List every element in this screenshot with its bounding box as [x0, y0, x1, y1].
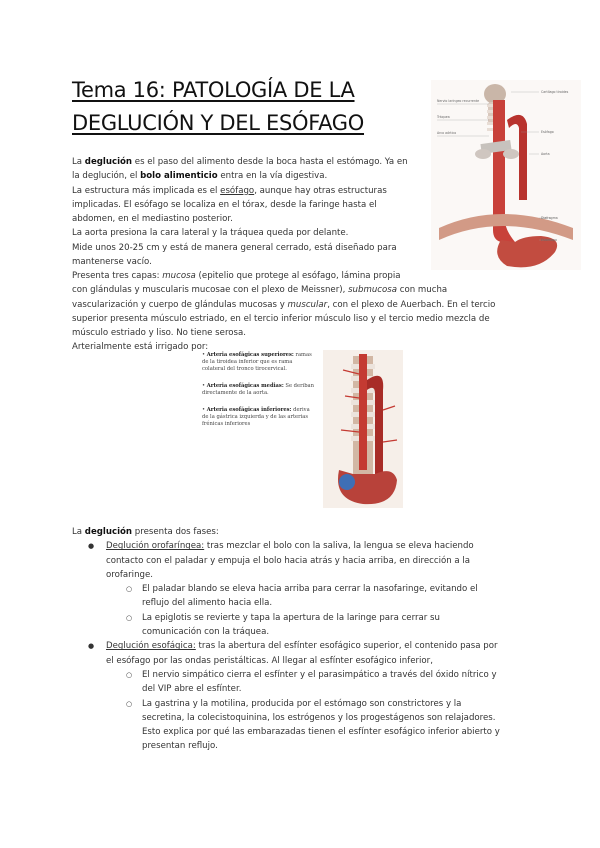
- artery-superior: • Arteria esofágicas superiores: ramas de la tiroidea inferior que es rama colateral del tronco tirocervical.: [202, 352, 312, 372]
- phase-esofagica: ● Deglución esofágica: tras la abertura del esfínter esofágico superior, el contenido pasa por el esófago por las ondas peristálticas. Al llegar al esfínter esofágico inferior,: [72, 639, 528, 668]
- esophagus-anatomy-figure: [431, 80, 581, 270]
- title-line-2: DEGLUCIÓN Y DEL ESÓFAGO: [72, 111, 365, 135]
- artery-medial: • Arteria esofágicas medias: Se deriban directamente de la aorta.: [202, 383, 314, 396]
- keyword-deglucion: deglución: [84, 157, 133, 167]
- title-line-1: Tema 16: PATOLOGÍA DE LA: [72, 78, 355, 102]
- fig-label-right-5: Estómago: [541, 238, 557, 242]
- phase-orofaringea-sublist: [72, 582, 528, 639]
- phases-list: [72, 539, 528, 582]
- intro-paragraph: La deglución es el paso del alimento desde la boca hasta el estómago. Ya en la deglución, el bolo alimenticio entra en la vía digestiva. La estructura más implicada es el esófago, aunque hay otras estructuras implicadas. El esófago se localiza en el tórax, desde la faringe hasta el abdomen, en el mediastino posterior. La aorta presiona la cara lateral y la tráquea queda por delante. Mide unos 20-25 cm y está de manera general cerrado, está diseñado para mantenerse vacío.: [72, 157, 408, 268]
- arteries-figure: [323, 350, 403, 508]
- fig-label-left-3: Arco aórtico: [437, 131, 457, 135]
- keyword-esofago: esófago: [220, 185, 255, 196]
- phases-list-2: [72, 639, 528, 668]
- fig-label-left-2: Tráquea: [437, 115, 450, 119]
- layers-paragraph: Presenta tres capas: mucosa (epitelio que protege al esófago, lámina propia con glándulas y muscularis mucosae con el plexo de Meissner), submucosa con mucha vascularización y cuerpo de glándulas mucosas y muscular, con el plexo de Auerbach. En el tercio superior presenta músculo estriado, en el tercio inferior músculo liso y el tercio medio mezcla de músculo estriado y liso. No tiene serosa. Arterialmente está irrigado por:: [72, 271, 496, 353]
- phases-section: La deglución presenta dos fases: ● Deglución orofaríngea: tras mezclar el bolo con la saliva, la lengua se eleva haciendo contacto con el paladar y empuja el bolo hacia atrás y hacia arriba, en dirección a la orofaringe. ○ El paladar blando se eleva hacia arriba para cerrar la nasofaringe, evitando el reflujo del alimento hacia ella. ○ La epiglotis se revierte y tapa la apertura de la laringe para cerrar su comunicación con la tráquea. ● Deglución esofágica: tras la abertura del esfínter esofágico superior, el contenido pasa por el esófago por las ondas peristálticas. Al llegar al esfínter esofágico inferior, ○ El nervio simpático cierra el esfínter y el parasimpático a través del óxido nítrico y del VIP abre el esfínter. ○ La gastrina y la motilina, producida por el estómago son constrictores y la secretina, la colecistoquinina, los estrógenos y los progestágenos son relajadores. Esto explica por qué las embarazadas tienen el esfínter esofágico inferior abierto y presentan reflujo.: [72, 525, 528, 754]
- fig-label-left-1: Nervio laríngeo recurrente: [437, 99, 480, 103]
- fig-label-right-3: Aorta: [541, 152, 550, 156]
- list-item: ○ La gastrina y la motilina, producida por el estómago son constrictores y la secretina, la colecistoquinina, los estrógenos y los progestágenos son relajadores. Esto explica por qué las embarazadas tienen el esfínter esofágico inferior abierto y presentan reflujo.: [72, 697, 528, 754]
- phase-esofagica-sublist: [72, 668, 528, 754]
- fig-label-right-2: Esófago: [541, 130, 554, 134]
- list-item: ○ El nervio simpático cierra el esfínter y el parasimpático a través del óxido nítrico y del VIP abre el esfínter.: [72, 668, 528, 697]
- list-item: ○ El paladar blando se eleva hacia arriba para cerrar la nasofaringe, evitando el reflujo del alimento hacia ella.: [72, 582, 528, 611]
- fig-label-right-1: Cartílago tiroides: [541, 90, 569, 94]
- esophagus-vessel-shape: [359, 354, 367, 470]
- list-item: ○ La epiglotis se revierte y tapa la apertura de la laringe para cerrar su comunicación con la tráquea.: [72, 611, 528, 640]
- phase-orofaringea: ● Deglución orofaríngea: tras mezclar el bolo con la saliva, la lengua se eleva haciendo contacto con el paladar y empuja el bolo hacia atrás y hacia arriba, en dirección a la orofaringe.: [72, 539, 528, 582]
- fig-label-right-4: Diafragma: [541, 216, 558, 220]
- keyword-bolo: bolo alimenticio: [140, 171, 218, 182]
- artery-inferior: • Arteria esofágicas inferiores: deriva de la gástrica izquierda y de las arterias frénicas inferiores: [202, 407, 310, 427]
- page-title: [72, 74, 412, 140]
- arteries-figure-text: [202, 352, 314, 438]
- keyword-deglucion-2: deglución: [84, 527, 133, 537]
- stomach-vessel-circle: [339, 474, 355, 490]
